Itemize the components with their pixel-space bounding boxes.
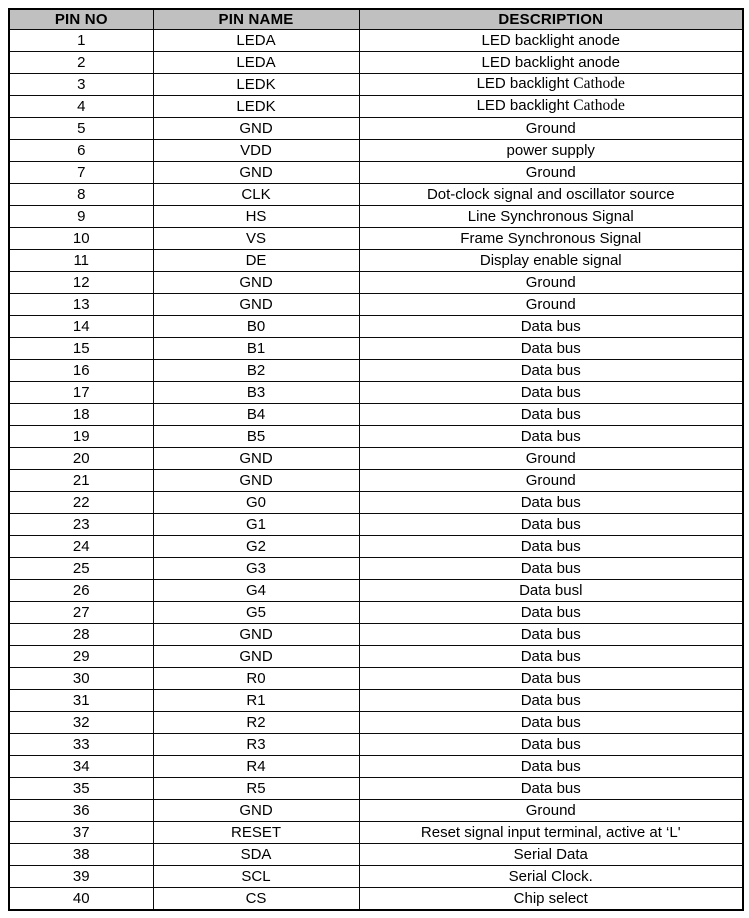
description-cell: Data bus	[359, 624, 743, 646]
table-row	[9, 360, 743, 382]
description-cell: Ground	[359, 800, 743, 822]
pin-no-cell: 7	[9, 162, 153, 184]
description-cell: LED backlight Cathode	[359, 74, 743, 96]
pin-name-cell: G0	[153, 492, 359, 514]
description-cell: Ground	[359, 272, 743, 294]
table-row	[9, 492, 743, 514]
description-cell: power supply	[359, 140, 743, 162]
description-cell: Data bus	[359, 690, 743, 712]
pin-no-cell: 31	[9, 690, 153, 712]
pin-no-cell: 12	[9, 272, 153, 294]
pin-no-cell: 33	[9, 734, 153, 756]
pin-name-cell: VS	[153, 228, 359, 250]
pin-no-cell: 6	[9, 140, 153, 162]
pin-name-cell: GND	[153, 646, 359, 668]
pin-no-cell: 40	[9, 888, 153, 911]
table-row	[9, 888, 743, 911]
table-row	[9, 426, 743, 448]
description-cell: Data bus	[359, 316, 743, 338]
table-row	[9, 448, 743, 470]
table-row	[9, 822, 743, 844]
table-row	[9, 294, 743, 316]
pin-no-cell: 10	[9, 228, 153, 250]
pin-name-cell: B5	[153, 426, 359, 448]
table-row	[9, 206, 743, 228]
table-row	[9, 866, 743, 888]
header-description: DESCRIPTION	[359, 9, 743, 30]
description-cell: Ground	[359, 470, 743, 492]
table-row	[9, 470, 743, 492]
pin-no-cell: 30	[9, 668, 153, 690]
description-cell: Data bus	[359, 756, 743, 778]
pin-table	[8, 8, 744, 911]
description-cell: LED backlight anode	[359, 52, 743, 74]
table-row	[9, 624, 743, 646]
pin-name-cell: R1	[153, 690, 359, 712]
pin-no-cell: 14	[9, 316, 153, 338]
table-row	[9, 602, 743, 624]
description-cell: Data bus	[359, 778, 743, 800]
description-cell: Data bus	[359, 382, 743, 404]
description-cell: Data bus	[359, 646, 743, 668]
description-cell: LED backlight Cathode	[359, 96, 743, 118]
table-row	[9, 756, 743, 778]
header-row	[9, 9, 743, 30]
description-cell: Ground	[359, 448, 743, 470]
table-row	[9, 272, 743, 294]
pin-name-cell: GND	[153, 800, 359, 822]
pin-no-cell: 22	[9, 492, 153, 514]
pin-name-cell: LEDA	[153, 52, 359, 74]
table-row	[9, 404, 743, 426]
pin-no-cell: 24	[9, 536, 153, 558]
description-cell: Reset signal input terminal, active at ‘L'	[359, 822, 743, 844]
pin-no-cell: 17	[9, 382, 153, 404]
pin-no-cell: 1	[9, 30, 153, 52]
table-row	[9, 184, 743, 206]
pin-name-cell: B3	[153, 382, 359, 404]
pin-name-cell: HS	[153, 206, 359, 228]
pin-name-cell: CS	[153, 888, 359, 911]
table-row	[9, 536, 743, 558]
table-row	[9, 30, 743, 52]
table-row	[9, 514, 743, 536]
pin-name-cell: R0	[153, 668, 359, 690]
pin-name-cell: B0	[153, 316, 359, 338]
pin-no-cell: 21	[9, 470, 153, 492]
table-row	[9, 250, 743, 272]
pin-name-cell: GND	[153, 624, 359, 646]
description-cell: Dot-clock signal and oscillator source	[359, 184, 743, 206]
description-cell: Data bus	[359, 514, 743, 536]
pin-name-cell: SCL	[153, 866, 359, 888]
description-cell: Data bus	[359, 536, 743, 558]
description-cell: Ground	[359, 294, 743, 316]
pin-name-cell: GND	[153, 118, 359, 140]
pin-name-cell: R4	[153, 756, 359, 778]
table-row	[9, 668, 743, 690]
table-row	[9, 778, 743, 800]
pin-name-cell: RESET	[153, 822, 359, 844]
table-row	[9, 118, 743, 140]
table-row	[9, 228, 743, 250]
pin-name-cell: LEDA	[153, 30, 359, 52]
pin-name-cell: B2	[153, 360, 359, 382]
pin-no-cell: 20	[9, 448, 153, 470]
pin-no-cell: 4	[9, 96, 153, 118]
pin-no-cell: 11	[9, 250, 153, 272]
description-cell: Serial Data	[359, 844, 743, 866]
pin-no-cell: 39	[9, 866, 153, 888]
pin-no-cell: 15	[9, 338, 153, 360]
pin-name-cell: G5	[153, 602, 359, 624]
description-serif-text: Cathode	[573, 75, 625, 93]
pin-table-body	[9, 30, 743, 911]
description-cell: Ground	[359, 118, 743, 140]
description-cell: Data bus	[359, 558, 743, 580]
pin-no-cell: 19	[9, 426, 153, 448]
pin-no-cell: 26	[9, 580, 153, 602]
pin-name-cell: LEDK	[153, 74, 359, 96]
table-row	[9, 558, 743, 580]
pin-table-header	[9, 9, 743, 30]
pin-name-cell: R5	[153, 778, 359, 800]
pin-name-cell: GND	[153, 162, 359, 184]
table-row	[9, 162, 743, 184]
header-pin-name: PIN NAME	[153, 9, 359, 30]
description-cell: Data bus	[359, 492, 743, 514]
pin-name-cell: VDD	[153, 140, 359, 162]
description-serif-text: Cathode	[573, 97, 625, 115]
pin-name-cell: GND	[153, 470, 359, 492]
pin-name-cell: SDA	[153, 844, 359, 866]
table-row	[9, 690, 743, 712]
description-cell: Frame Synchronous Signal	[359, 228, 743, 250]
pin-no-cell: 5	[9, 118, 153, 140]
pin-name-cell: LEDK	[153, 96, 359, 118]
pin-name-cell: G3	[153, 558, 359, 580]
table-row	[9, 646, 743, 668]
pin-no-cell: 35	[9, 778, 153, 800]
header-pin-no: PIN NO	[9, 9, 153, 30]
table-row	[9, 734, 743, 756]
pin-name-cell: G4	[153, 580, 359, 602]
table-row	[9, 844, 743, 866]
table-row	[9, 338, 743, 360]
description-cell: Data bus	[359, 668, 743, 690]
description-cell: Data busl	[359, 580, 743, 602]
description-cell: Data bus	[359, 338, 743, 360]
pin-no-cell: 9	[9, 206, 153, 228]
table-row	[9, 800, 743, 822]
pin-name-cell: DE	[153, 250, 359, 272]
description-cell: Data bus	[359, 712, 743, 734]
description-cell: Line Synchronous Signal	[359, 206, 743, 228]
pin-name-cell: CLK	[153, 184, 359, 206]
pin-no-cell: 3	[9, 74, 153, 96]
pin-no-cell: 2	[9, 52, 153, 74]
table-row	[9, 96, 743, 118]
description-cell: Ground	[359, 162, 743, 184]
pin-no-cell: 32	[9, 712, 153, 734]
description-cell: Serial Clock.	[359, 866, 743, 888]
pin-name-cell: G2	[153, 536, 359, 558]
description-cell: Data bus	[359, 426, 743, 448]
pin-no-cell: 29	[9, 646, 153, 668]
description-cell: Data bus	[359, 404, 743, 426]
table-row	[9, 316, 743, 338]
pin-name-cell: GND	[153, 272, 359, 294]
pin-no-cell: 38	[9, 844, 153, 866]
description-cell: Chip select	[359, 888, 743, 911]
description-cell: Display enable signal	[359, 250, 743, 272]
pin-name-cell: R2	[153, 712, 359, 734]
description-cell: LED backlight anode	[359, 30, 743, 52]
pin-name-cell: B1	[153, 338, 359, 360]
pin-no-cell: 37	[9, 822, 153, 844]
pin-no-cell: 25	[9, 558, 153, 580]
pin-no-cell: 13	[9, 294, 153, 316]
pin-no-cell: 16	[9, 360, 153, 382]
table-row	[9, 140, 743, 162]
pin-name-cell: G1	[153, 514, 359, 536]
table-row	[9, 712, 743, 734]
table-row	[9, 580, 743, 602]
pin-name-cell: GND	[153, 294, 359, 316]
pin-no-cell: 27	[9, 602, 153, 624]
pin-name-cell: GND	[153, 448, 359, 470]
pin-no-cell: 23	[9, 514, 153, 536]
pin-no-cell: 28	[9, 624, 153, 646]
pin-no-cell: 8	[9, 184, 153, 206]
table-row	[9, 52, 743, 74]
pin-no-cell: 36	[9, 800, 153, 822]
table-row	[9, 74, 743, 96]
description-cell: Data bus	[359, 734, 743, 756]
pin-no-cell: 18	[9, 404, 153, 426]
description-cell: Data bus	[359, 360, 743, 382]
description-cell: Data bus	[359, 602, 743, 624]
pin-no-cell: 34	[9, 756, 153, 778]
pin-name-cell: B4	[153, 404, 359, 426]
pin-name-cell: R3	[153, 734, 359, 756]
table-row	[9, 382, 743, 404]
